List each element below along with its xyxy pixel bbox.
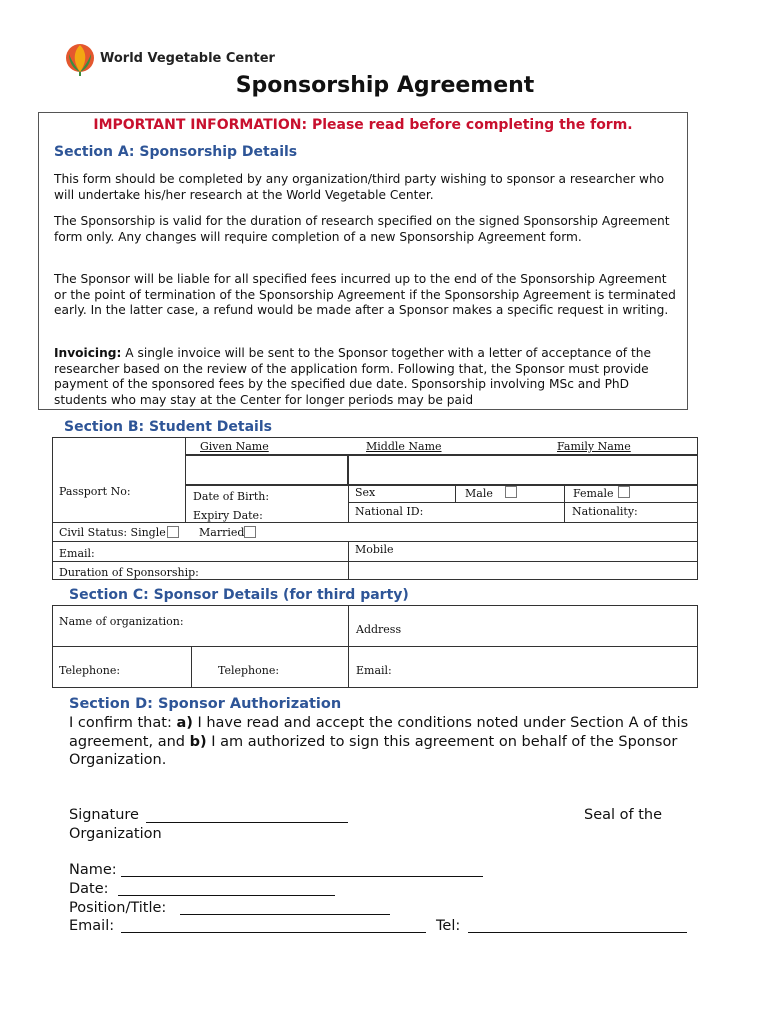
organization-label-d: Organization bbox=[69, 826, 162, 842]
given-name-header: Given Name bbox=[200, 440, 269, 453]
male-label: Male bbox=[465, 487, 493, 500]
given-name-field[interactable] bbox=[185, 455, 348, 485]
sex-label: Sex bbox=[355, 486, 376, 499]
duration-label: Duration of Sponsorship: bbox=[59, 566, 199, 579]
family-name-field[interactable] bbox=[348, 455, 698, 485]
signature-line[interactable] bbox=[146, 822, 348, 823]
civil-status-label: Civil Status: Single bbox=[59, 526, 166, 539]
married-label: Married bbox=[199, 526, 245, 539]
email-line[interactable] bbox=[121, 932, 426, 933]
logo-text: World Vegetable Center bbox=[100, 51, 275, 66]
national-id-label: National ID: bbox=[355, 505, 424, 518]
middle-name-header: Middle Name bbox=[366, 440, 442, 453]
date-line[interactable] bbox=[118, 895, 335, 896]
position-line[interactable] bbox=[180, 914, 390, 915]
section-a-paragraph-2: The Sponsorship is valid for the duration of research specified on the signed Sponsorship Agreement form only. Any changes will require completion of a new Sponsorship Agreement form. bbox=[54, 214, 670, 244]
authorization-statement bbox=[69, 714, 709, 770]
clause-a-marker: a) bbox=[176, 715, 193, 731]
section-c-title: Section C: Sponsor Details (for third party) bbox=[69, 587, 409, 603]
important-info-box bbox=[38, 112, 688, 410]
organization-label: Name of organization: bbox=[59, 615, 184, 628]
section-d-title: Section D: Sponsor Authorization bbox=[69, 696, 342, 712]
mobile-label: Mobile bbox=[355, 543, 394, 556]
telephone-2-label: Telephone: bbox=[218, 664, 280, 677]
seal-label: Seal of the bbox=[584, 807, 663, 823]
section-a-paragraph-1: This form should be completed by any organization/third party wishing to sponsor a researcher who will undertake his/her research at the World Vegetable Center. bbox=[54, 172, 665, 202]
family-name-header: Family Name bbox=[557, 440, 631, 453]
logo-mark-icon bbox=[63, 42, 97, 76]
duration-extra-cell bbox=[348, 561, 698, 580]
section-a-title: Section A: Sponsorship Details bbox=[54, 144, 298, 160]
section-b-title: Section B: Student Details bbox=[64, 419, 272, 435]
date-label: Date: bbox=[69, 881, 109, 897]
dob-label: Date of Birth: bbox=[193, 490, 270, 503]
telephone-1-label: Telephone: bbox=[59, 664, 121, 677]
male-checkbox[interactable] bbox=[505, 486, 517, 498]
position-label: Position/Title: bbox=[69, 900, 167, 916]
section-a-paragraph-3: The Sponsor will be liable for all specified fees incurred up to the end of the Sponsorship Agreement or the point of termination of the Sponsorship Agreement if the Sponsorship Agreement is terminated early. In the latter case, a refund would be made after a Sponsor makes a specific request in writing. bbox=[54, 272, 676, 318]
important-heading: IMPORTANT INFORMATION: Please read before completing the form. bbox=[93, 117, 633, 133]
clause-a-text: I have read and accept the conditions noted under Section A of this agreement, and bbox=[69, 715, 689, 750]
email-label-d: Email: bbox=[69, 918, 115, 934]
sponsor-email-label: Email: bbox=[356, 664, 392, 677]
tel-line[interactable] bbox=[468, 932, 687, 933]
mobile-field[interactable] bbox=[348, 541, 698, 562]
tel-label: Tel: bbox=[436, 918, 461, 934]
name-label: Name: bbox=[69, 862, 117, 878]
invoicing-label: Invoicing: bbox=[54, 346, 122, 360]
signature-label: Signature bbox=[69, 807, 139, 823]
invoicing-text: A single invoice will be sent to the Sponsor together with a letter of acceptance of the researcher based on the review of the application form. Following that, the Sponsor must provide payment of the sponsored fees by the specified due date. Sponsorship involving MSc and PhD students who may stay at the Center for longer periods may be paid bbox=[54, 346, 651, 407]
organization-logo bbox=[63, 42, 273, 74]
name-line[interactable] bbox=[121, 876, 483, 877]
passport-label: Passport No: bbox=[59, 485, 131, 498]
clause-b-text: I am authorized to sign this agreement on behalf of the Sponsor Organization. bbox=[69, 733, 678, 768]
nationality-label: Nationality: bbox=[572, 505, 638, 518]
single-checkbox[interactable] bbox=[167, 526, 179, 538]
clause-b-marker: b) bbox=[189, 733, 207, 750]
confirm-prefix: I confirm that: bbox=[69, 715, 177, 731]
email-label: Email: bbox=[59, 547, 95, 560]
sponsor-email-field[interactable] bbox=[348, 646, 698, 688]
female-label: Female bbox=[573, 487, 614, 500]
page-title: Sponsorship Agreement bbox=[235, 73, 535, 98]
section-a-paragraph-invoicing bbox=[54, 346, 679, 408]
expiry-label: Expiry Date: bbox=[193, 509, 263, 522]
married-checkbox[interactable] bbox=[244, 526, 256, 538]
passport-cell[interactable] bbox=[52, 437, 186, 523]
email-field[interactable] bbox=[52, 541, 349, 562]
address-label: Address bbox=[356, 623, 402, 636]
female-checkbox[interactable] bbox=[618, 486, 630, 498]
